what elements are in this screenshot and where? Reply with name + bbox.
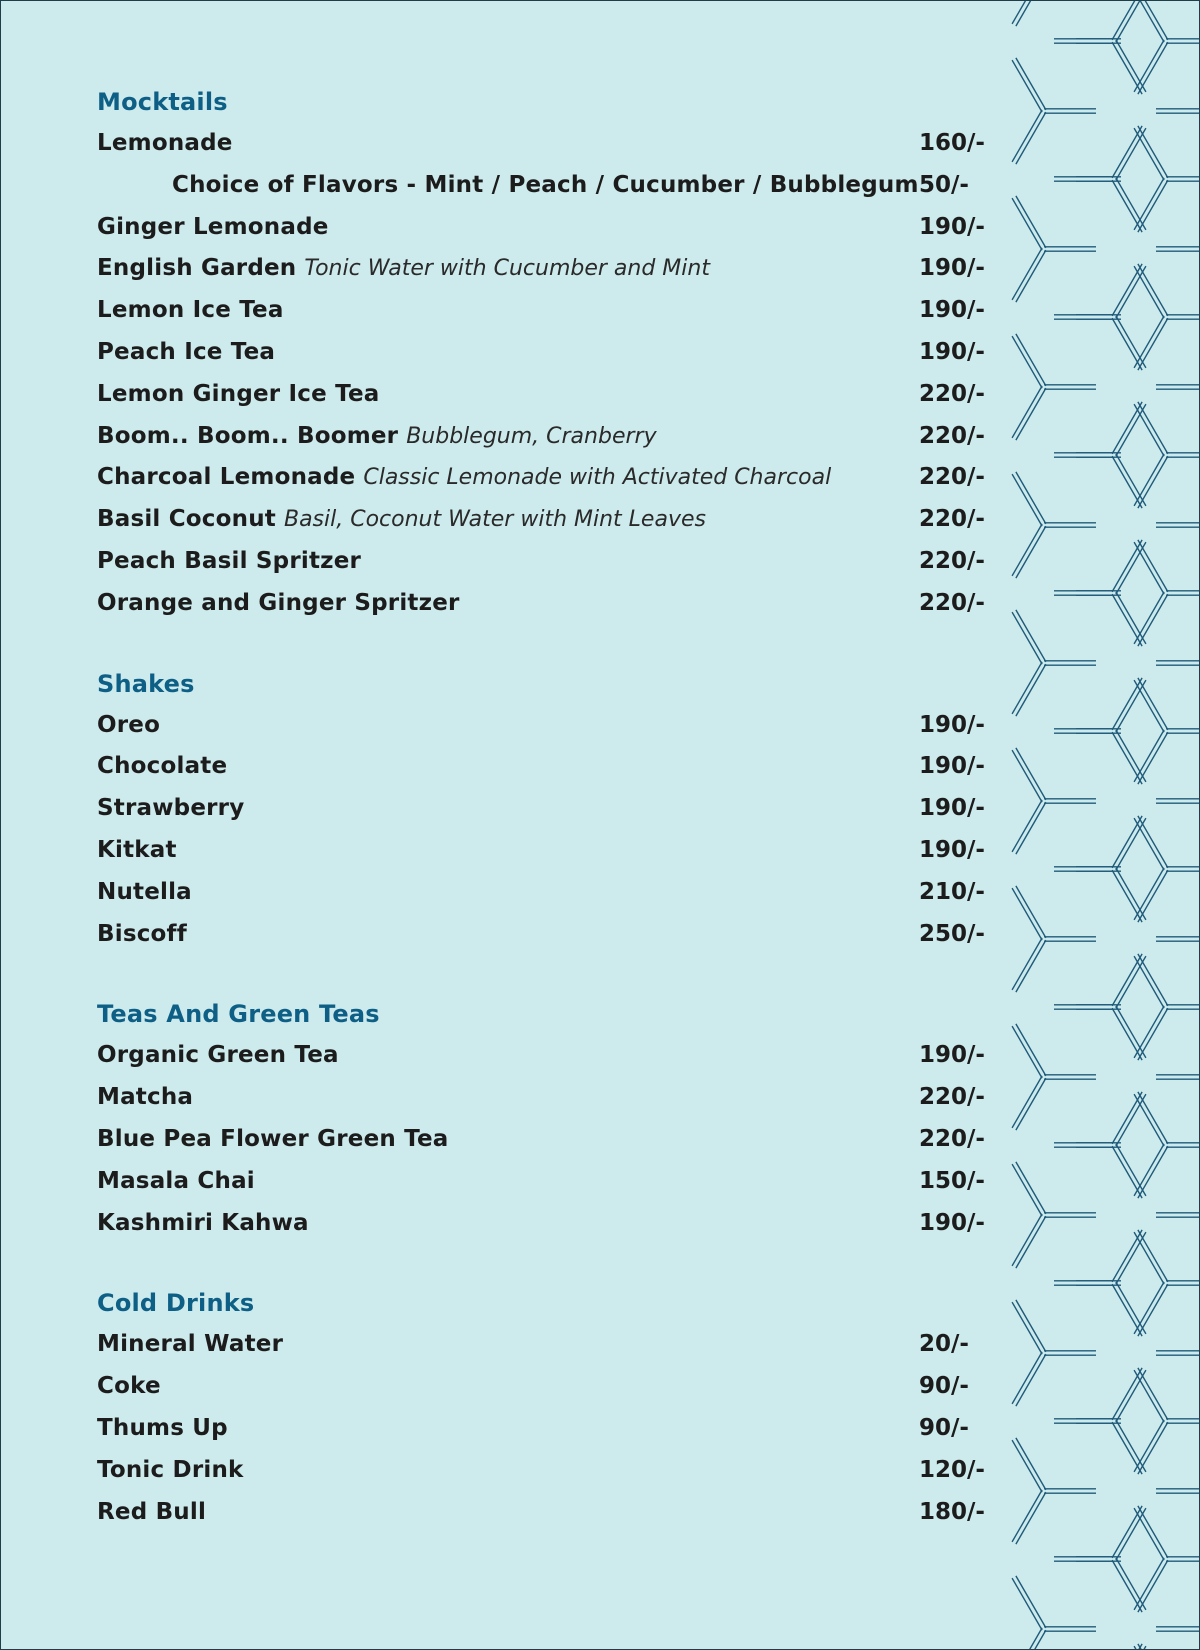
menu-item: [97, 1035, 985, 1077]
item-name: Oreo: [97, 711, 161, 738]
item-name: Chocolate: [97, 753, 228, 780]
item-name: Boom.. Boom.. Boomer: [97, 422, 399, 449]
menu-item: [97, 914, 985, 956]
menu-item: [97, 1450, 985, 1492]
item-name: Lemon Ginger Ice Tea: [97, 380, 380, 407]
menu-item: [97, 1408, 977, 1450]
item-price: 220/-: [919, 1125, 985, 1152]
menu-item: [97, 746, 985, 788]
item-price: 190/-: [919, 338, 985, 365]
menu-item: [97, 374, 985, 416]
item-name: Orange and Ginger Spritzer: [97, 589, 460, 616]
item-name: Red Bull: [97, 1498, 207, 1525]
item-description: Bubblegum, Cranberry: [406, 423, 657, 449]
menu-section: [97, 663, 985, 956]
item-price: 20/-: [919, 1331, 969, 1358]
geometric-pattern-border: [1006, 1, 1200, 1650]
menu-section: [97, 1282, 985, 1533]
item-price: 190/-: [919, 836, 985, 863]
item-price: 190/-: [919, 711, 985, 738]
menu-list: [97, 81, 985, 1571]
item-price: 220/-: [919, 506, 985, 533]
item-name: Biscoff: [97, 920, 187, 947]
menu-item: [97, 788, 985, 830]
menu-item: [97, 1119, 985, 1161]
menu-section: [97, 81, 985, 625]
item-price: 190/-: [919, 213, 985, 240]
item-name: Kashmiri Kahwa: [97, 1209, 309, 1236]
item-price: 190/-: [919, 255, 985, 282]
menu-item-option: [97, 165, 977, 207]
item-price: 210/-: [919, 878, 985, 905]
menu-item: [97, 416, 985, 458]
item-price: 220/-: [919, 547, 985, 574]
item-price: 190/-: [919, 297, 985, 324]
item-description: Classic Lemonade with Activated Charcoal: [363, 465, 832, 491]
item-price: 190/-: [919, 1209, 985, 1236]
menu-item: [97, 332, 985, 374]
item-name: Nutella: [97, 878, 192, 905]
item-price: 190/-: [919, 753, 985, 780]
item-price: 180/-: [919, 1498, 985, 1525]
item-name: Blue Pea Flower Green Tea: [97, 1125, 449, 1152]
item-name: Peach Basil Spritzer: [97, 547, 362, 574]
item-name: Kitkat: [97, 836, 177, 863]
item-name: Charcoal Lemonade: [97, 464, 356, 491]
menu-section: [97, 993, 985, 1244]
menu-item: [97, 1077, 985, 1119]
menu-item: [97, 457, 985, 499]
item-price: 90/-: [919, 1373, 969, 1400]
section-title: Teas And Green Teas: [97, 1000, 380, 1029]
menu-item: [97, 1324, 977, 1366]
item-name: English Garden: [97, 255, 297, 282]
item-name: Peach Ice Tea: [97, 338, 276, 365]
menu-item: [97, 1203, 985, 1245]
item-name: Basil Coconut: [97, 506, 276, 533]
item-price: 50/-: [919, 171, 969, 198]
section-title: Mocktails: [97, 88, 228, 116]
item-description: Tonic Water with Cucumber and Mint: [304, 256, 710, 282]
item-price: 150/-: [919, 1167, 985, 1194]
item-price: 220/-: [919, 464, 985, 491]
item-name: Choice of Flavors - Mint / Peach / Cucumber / Bubblegum: [172, 171, 919, 198]
item-price: 220/-: [919, 380, 985, 407]
menu-item: [97, 1492, 985, 1534]
item-price: 220/-: [919, 1084, 985, 1111]
item-name: Mineral Water: [97, 1331, 284, 1358]
item-name: Coke: [97, 1373, 161, 1400]
item-price: 220/-: [919, 422, 985, 449]
item-description: Basil, Coconut Water with Mint Leaves: [283, 507, 706, 533]
menu-item: [97, 872, 985, 914]
item-price: 190/-: [919, 795, 985, 822]
menu-item: [97, 830, 985, 872]
item-price: 120/-: [919, 1456, 985, 1483]
item-name: Organic Green Tea: [97, 1042, 339, 1069]
item-name: Thums Up: [97, 1414, 228, 1441]
menu-item: [97, 290, 985, 332]
section-title: Shakes: [97, 669, 195, 698]
menu-item: [97, 499, 985, 541]
menu-item: [97, 705, 985, 747]
menu-item: [97, 1161, 985, 1203]
item-price: 90/-: [919, 1414, 969, 1441]
item-price: 250/-: [919, 920, 985, 947]
item-name: Masala Chai: [97, 1167, 255, 1194]
menu-item: [97, 1366, 977, 1408]
item-name: Lemonade: [97, 130, 233, 156]
item-name: Matcha: [97, 1084, 194, 1111]
item-name: Ginger Lemonade: [97, 213, 329, 240]
item-price: 160/-: [919, 130, 985, 156]
item-name: Lemon Ice Tea: [97, 297, 284, 324]
item-price: 220/-: [919, 589, 985, 616]
menu-item: [97, 248, 985, 290]
item-name: Strawberry: [97, 795, 245, 822]
section-title: Cold Drinks: [97, 1289, 255, 1318]
item-name: Tonic Drink: [97, 1456, 244, 1483]
item-price: 190/-: [919, 1042, 985, 1069]
menu-item: [97, 123, 985, 165]
menu-item: [97, 207, 985, 249]
menu-item: [97, 541, 985, 583]
menu-item: [97, 583, 985, 625]
